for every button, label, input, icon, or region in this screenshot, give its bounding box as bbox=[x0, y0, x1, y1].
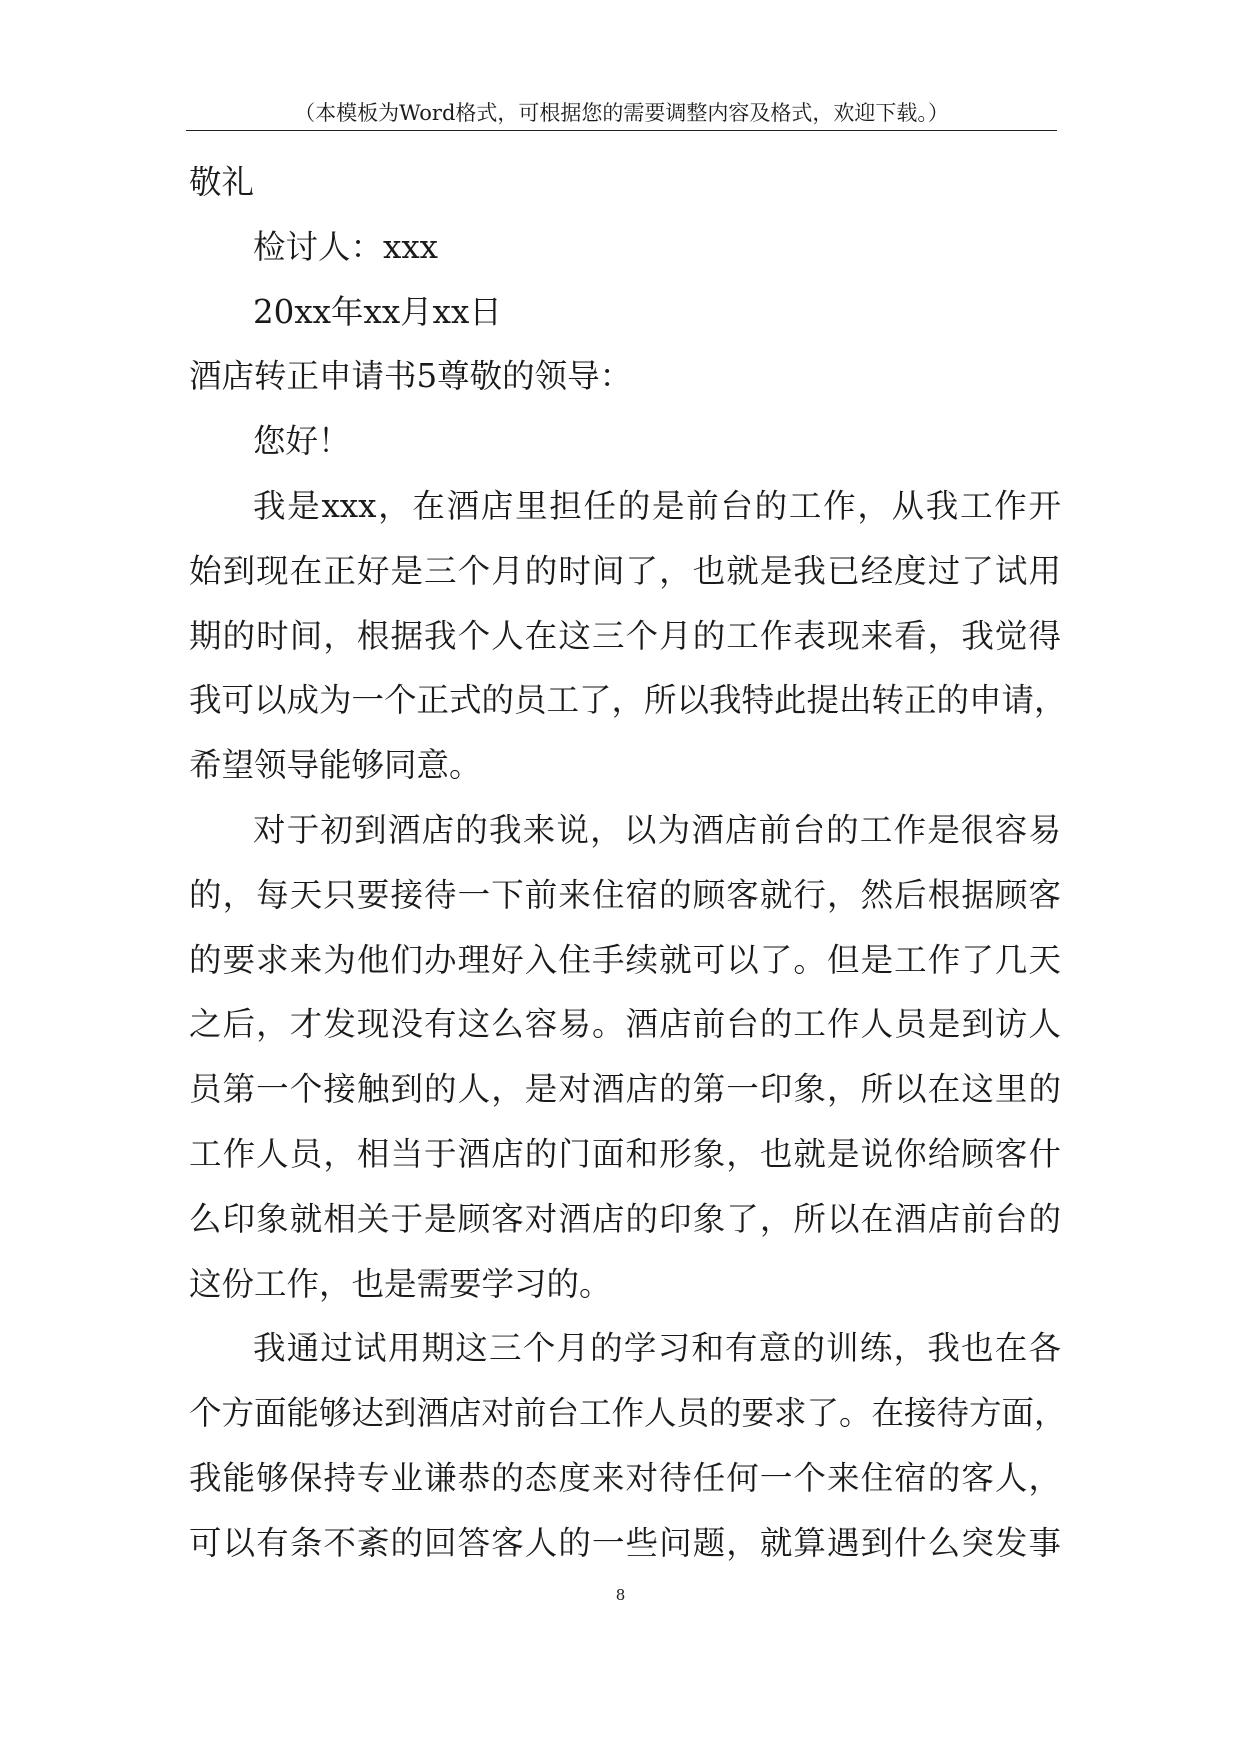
paragraph-line: 可以有条不紊的回答客人的一些问题，就算遇到什么突发事 bbox=[189, 1523, 1061, 1562]
paragraph-line: 个方面能够达到酒店对前台工作人员的要求了。在接待方面， bbox=[189, 1394, 1067, 1433]
paragraph-line: 员第一个接触到的人，是对酒店的第一印象，所以在这里的 bbox=[189, 1070, 1061, 1109]
paragraph-line: 么印象就相关于是顾客对酒店的印象了，所以在酒店前台的 bbox=[189, 1199, 1061, 1238]
template-notice-header: （本模板为Word格式，可根据您的需要调整内容及格式，欢迎下载。） bbox=[186, 96, 1057, 131]
paragraph-line: 我通过试用期这三个月的学习和有意的训练，我也在各 bbox=[253, 1329, 1061, 1368]
paragraph-line: 的，每天只要接待一下前来住宿的顾客就行，然后根据顾客 bbox=[189, 875, 1061, 914]
paragraph-line: 之后，才发现没有这么容易。酒店前台的工作人员是到访人 bbox=[189, 1005, 1061, 1044]
paragraph-line: 希望领导能够同意。 bbox=[189, 746, 482, 785]
section-title-and-greeting: 酒店转正申请书5尊敬的领导： bbox=[189, 357, 633, 396]
closing-salutation: 敬礼 bbox=[189, 163, 255, 201]
paragraph-line: 始到现在正好是三个月的时间了，也就是我已经度过了试用 bbox=[189, 551, 1061, 590]
paragraph-line: 这份工作，也是需要学习的。 bbox=[189, 1264, 612, 1303]
paragraph-line: 我可以成为一个正式的员工了，所以我特此提出转正的申请， bbox=[189, 681, 1067, 720]
paragraph-line: 的要求来为他们办理好入住手续就可以了。但是工作了几天 bbox=[189, 940, 1061, 979]
signature-author: 检讨人：xxx bbox=[253, 227, 438, 266]
paragraph-line: 工作人员，相当于酒店的门面和形象，也就是说你给顾客什 bbox=[189, 1134, 1061, 1173]
document-body bbox=[189, 150, 1067, 1576]
page-number: 8 bbox=[615, 1586, 626, 1604]
greeting-line: 您好！ bbox=[253, 422, 351, 461]
paragraph-line: 对于初到酒店的我来说，以为酒店前台的工作是很容易 bbox=[253, 810, 1061, 849]
signature-date: 20xx年xx月xx日 bbox=[253, 292, 502, 331]
paragraph-line: 我能够保持专业谦恭的态度来对待任何一个来住宿的客人， bbox=[189, 1458, 1061, 1497]
paragraph-line: 期的时间，根据我个人在这三个月的工作表现来看，我觉得 bbox=[189, 616, 1061, 655]
paragraph-line: 我是xxx，在酒店里担任的是前台的工作，从我工作开 bbox=[253, 486, 1061, 525]
